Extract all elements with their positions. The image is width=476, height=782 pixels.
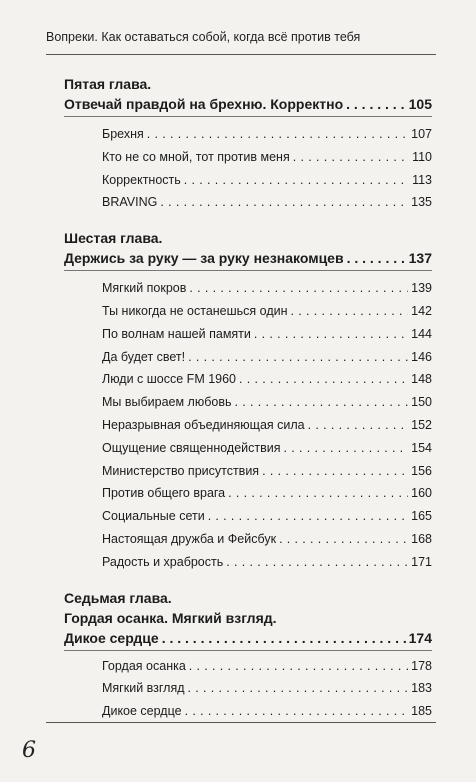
section-list — [102, 277, 432, 573]
leader-dots — [347, 248, 406, 268]
chapter-page: 105 — [408, 96, 432, 112]
chapter-title-line[interactable] — [64, 628, 432, 651]
entry-title: Дикое сердце — [102, 704, 182, 719]
entry-title: Министерство присутствия — [102, 463, 260, 478]
toc-entry[interactable] — [102, 277, 432, 300]
page-number: 6 — [22, 738, 36, 763]
leader-dots — [226, 551, 408, 574]
entry-page: 150 — [411, 395, 432, 410]
entry-title: Против общего врага — [102, 486, 226, 501]
entry-title: Радость и храбрость — [102, 554, 224, 569]
toc-entry[interactable] — [102, 414, 432, 437]
entry-page: 178 — [411, 658, 432, 673]
entry-title: Настоящая дружба и Фейсбук — [102, 531, 277, 546]
leader-dots — [228, 482, 408, 505]
entry-page: 142 — [411, 303, 432, 318]
leader-dots — [188, 346, 408, 369]
footer-rule — [46, 722, 436, 723]
entry-title: Мягкий покров — [102, 281, 187, 296]
leader-dots — [208, 505, 408, 528]
leader-dots — [291, 300, 409, 323]
header-rule — [46, 54, 436, 55]
toc-entry[interactable] — [102, 528, 432, 551]
entry-page: 168 — [411, 531, 432, 546]
leader-dots — [262, 460, 408, 483]
entry-page: 154 — [411, 440, 432, 455]
leader-dots — [284, 437, 409, 460]
entry-page: 183 — [411, 681, 432, 696]
toc-entry[interactable] — [102, 191, 432, 214]
entry-title: Корректность — [102, 172, 181, 187]
entry-page: 165 — [411, 509, 432, 524]
entry-title: Ощущение священнодействия — [102, 440, 281, 455]
entry-page: 135 — [411, 195, 432, 210]
leader-dots — [188, 677, 409, 700]
chapter-label: Седьмая глава. — [64, 589, 172, 606]
entry-title: Ты никогда не останешься один — [102, 303, 288, 318]
entry-page: 107 — [411, 127, 432, 141]
entry-page: 139 — [411, 281, 432, 296]
toc-entry[interactable] — [102, 368, 432, 391]
leader-dots — [235, 391, 409, 414]
section-list — [102, 123, 432, 214]
entry-title: Социальные сети — [102, 509, 205, 524]
entry-page: 148 — [411, 372, 432, 387]
entry-page: 156 — [411, 463, 432, 478]
entry-page: 113 — [412, 172, 432, 187]
entry-title: Мягкий взгляд — [102, 681, 185, 696]
chapter-label: Пятая глава. — [64, 76, 152, 92]
toc-entry[interactable] — [102, 300, 432, 323]
toc-entry[interactable] — [102, 391, 432, 414]
toc-entry[interactable] — [102, 346, 432, 369]
leader-dots — [189, 277, 408, 300]
chapter-title: Отвечай правдой на брехню. Корректно — [64, 96, 344, 112]
toc-entry[interactable] — [102, 677, 432, 700]
entry-page: 152 — [411, 417, 432, 432]
leader-dots — [184, 169, 409, 192]
entry-title: По волнам нашей памяти — [102, 326, 251, 341]
leader-dots — [279, 528, 408, 551]
chapter-5 — [64, 74, 432, 214]
toc-entry[interactable] — [102, 437, 432, 460]
entry-page: 171 — [411, 554, 432, 569]
entry-page: 146 — [411, 349, 432, 364]
leader-dots — [239, 368, 408, 391]
entry-title: Кто не со мной, тот против меня — [102, 149, 290, 164]
entry-title: Люди с шоссе FM 1960 — [102, 372, 237, 387]
toc-entry[interactable] — [102, 146, 432, 169]
leader-dots — [189, 655, 408, 678]
leader-dots — [185, 700, 409, 723]
chapter-page: 137 — [408, 250, 432, 267]
chapter-title-first-line: Гордая осанка. Мягкий взгляд. — [64, 609, 277, 626]
leader-dots — [162, 628, 406, 648]
leader-dots — [308, 414, 409, 437]
entry-page: 160 — [411, 486, 432, 501]
entry-title: Брехня — [102, 127, 144, 141]
entry-title: BRAVING — [102, 195, 158, 210]
toc-entry[interactable] — [102, 551, 432, 574]
table-of-contents — [64, 74, 432, 737]
leader-dots — [147, 123, 408, 146]
chapter-6 — [64, 228, 432, 573]
toc-entry[interactable] — [102, 169, 432, 192]
entry-title: Гордая осанка — [102, 658, 186, 673]
toc-entry[interactable] — [102, 123, 432, 146]
toc-entry[interactable] — [102, 482, 432, 505]
entry-title: Мы выбираем любовь — [102, 395, 232, 410]
entry-title: Да будет свет! — [102, 349, 186, 364]
section-list — [102, 655, 432, 723]
toc-entry[interactable] — [102, 460, 432, 483]
toc-entry[interactable] — [102, 700, 432, 723]
chapter-title-line[interactable] — [64, 94, 432, 117]
toc-entry[interactable] — [102, 323, 432, 346]
chapter-7 — [64, 588, 432, 723]
entry-page: 144 — [411, 326, 432, 341]
chapter-label: Шестая глава. — [64, 230, 163, 247]
running-head: Вопреки. Как оставаться собой, когда всё против тебя — [46, 30, 361, 44]
chapter-title-line[interactable] — [64, 248, 432, 271]
toc-entry[interactable] — [102, 505, 432, 528]
chapter-title: Держись за руку — за руку незнакомцев — [64, 250, 344, 267]
leader-dots — [346, 94, 406, 114]
toc-entry[interactable] — [102, 655, 432, 678]
leader-dots — [160, 191, 408, 214]
entry-title: Неразрывная объединяющая сила — [102, 417, 305, 432]
entry-page: 185 — [411, 704, 432, 719]
chapter-page: 174 — [408, 629, 432, 646]
entry-page: 110 — [412, 149, 432, 164]
leader-dots — [254, 323, 408, 346]
chapter-title: Дикое сердце — [64, 629, 159, 646]
leader-dots — [293, 146, 409, 169]
